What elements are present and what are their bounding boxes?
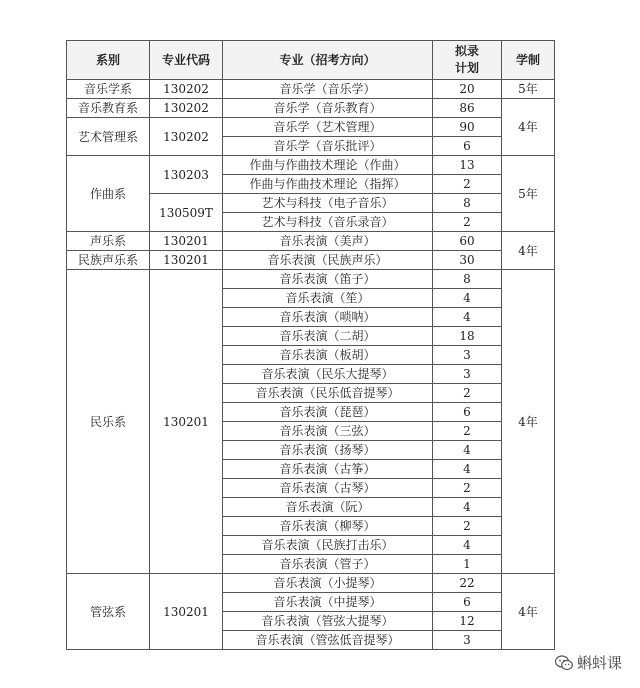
plan-cell: 4 [433, 536, 502, 555]
plan-cell: 4 [433, 289, 502, 308]
major-cell: 音乐表演（笙） [223, 289, 433, 308]
dept-cell: 作曲系 [67, 156, 150, 232]
plan-cell: 8 [433, 270, 502, 289]
plan-cell: 4 [433, 441, 502, 460]
years-cell: 5年 [502, 80, 555, 99]
major-cell: 音乐表演（管弦低音提琴） [223, 631, 433, 650]
major-cell: 音乐表演（管子） [223, 555, 433, 574]
table-row [67, 251, 555, 270]
plan-cell: 2 [433, 384, 502, 403]
dept-cell: 音乐学系 [67, 80, 150, 99]
plan-cell: 60 [433, 232, 502, 251]
years-cell: 4年 [502, 232, 555, 270]
header-code: 专业代码 [150, 41, 223, 80]
table-row [67, 118, 555, 137]
wechat-icon [555, 655, 573, 671]
major-cell: 音乐表演（管弦大提琴） [223, 612, 433, 631]
code-cell: 130203 [150, 156, 223, 194]
major-cell: 艺术与科技（电子音乐） [223, 194, 433, 213]
plan-cell: 30 [433, 251, 502, 270]
years-cell: 5年 [502, 156, 555, 232]
major-cell: 音乐学（音乐教育） [223, 99, 433, 118]
major-cell: 作曲与作曲技术理论（作曲） [223, 156, 433, 175]
major-cell: 音乐学（音乐学） [223, 80, 433, 99]
major-cell: 作曲与作曲技术理论（指挥） [223, 175, 433, 194]
major-cell: 音乐表演（二胡） [223, 327, 433, 346]
watermark [555, 652, 622, 673]
plan-cell: 2 [433, 175, 502, 194]
major-cell: 音乐表演（三弦） [223, 422, 433, 441]
enrollment-plan-table [66, 40, 555, 650]
major-cell: 音乐表演（民乐低音提琴） [223, 384, 433, 403]
major-cell: 音乐学（艺术管理） [223, 118, 433, 137]
dept-cell: 民族声乐系 [67, 251, 150, 270]
major-cell: 音乐表演（民族声乐） [223, 251, 433, 270]
plan-cell: 3 [433, 631, 502, 650]
plan-cell: 2 [433, 213, 502, 232]
watermark-text: 蝌蚪课 [576, 654, 622, 672]
code-cell: 130201 [150, 574, 223, 650]
plan-cell: 6 [433, 593, 502, 612]
major-cell: 音乐表演（民乐大提琴） [223, 365, 433, 384]
dept-cell: 管弦系 [67, 574, 150, 650]
dept-cell: 民乐系 [67, 270, 150, 574]
plan-cell: 4 [433, 460, 502, 479]
plan-cell: 20 [433, 80, 502, 99]
plan-cell: 2 [433, 422, 502, 441]
table-row [67, 232, 555, 251]
table-row [67, 574, 555, 593]
major-cell: 音乐表演（唢呐） [223, 308, 433, 327]
major-cell: 音乐表演（古筝） [223, 460, 433, 479]
plan-cell: 6 [433, 403, 502, 422]
major-cell: 音乐表演（中提琴） [223, 593, 433, 612]
plan-cell: 12 [433, 612, 502, 631]
header-dept: 系别 [67, 41, 150, 80]
major-cell: 音乐表演（扬琴） [223, 441, 433, 460]
dept-cell: 艺术管理系 [67, 118, 150, 156]
major-cell: 音乐表演（古琴） [223, 479, 433, 498]
plan-cell: 2 [433, 479, 502, 498]
plan-cell: 18 [433, 327, 502, 346]
dept-cell: 声乐系 [67, 232, 150, 251]
table-header-row [67, 41, 555, 80]
plan-cell: 22 [433, 574, 502, 593]
major-cell: 音乐表演（美声） [223, 232, 433, 251]
header-major: 专业（招考方向） [223, 41, 433, 80]
table-row [67, 156, 555, 175]
major-cell: 音乐表演（阮） [223, 498, 433, 517]
plan-cell: 90 [433, 118, 502, 137]
code-cell: 130202 [150, 118, 223, 156]
years-cell: 4年 [502, 99, 555, 156]
plan-cell: 3 [433, 365, 502, 384]
dept-cell: 音乐教育系 [67, 99, 150, 118]
table-row [67, 99, 555, 118]
plan-cell: 8 [433, 194, 502, 213]
code-cell: 130202 [150, 80, 223, 99]
major-cell: 音乐学（音乐批评） [223, 137, 433, 156]
years-cell: 4年 [502, 270, 555, 574]
code-cell: 130509T [150, 194, 223, 232]
plan-cell: 13 [433, 156, 502, 175]
table-row [67, 270, 555, 289]
code-cell: 130201 [150, 232, 223, 251]
code-cell: 130201 [150, 270, 223, 574]
major-cell: 音乐表演（笛子） [223, 270, 433, 289]
major-cell: 音乐表演（小提琴） [223, 574, 433, 593]
plan-cell: 3 [433, 346, 502, 365]
plan-cell: 4 [433, 498, 502, 517]
major-cell: 音乐表演（琵琶） [223, 403, 433, 422]
plan-cell: 2 [433, 517, 502, 536]
header-years: 学制 [502, 41, 555, 80]
years-cell: 4年 [502, 574, 555, 650]
major-cell: 音乐表演（板胡） [223, 346, 433, 365]
plan-cell: 1 [433, 555, 502, 574]
major-cell: 艺术与科技（音乐录音） [223, 213, 433, 232]
major-cell: 音乐表演（民族打击乐） [223, 536, 433, 555]
major-cell: 音乐表演（柳琴） [223, 517, 433, 536]
plan-cell: 4 [433, 308, 502, 327]
code-cell: 130202 [150, 99, 223, 118]
code-cell: 130201 [150, 251, 223, 270]
plan-cell: 6 [433, 137, 502, 156]
header-plan: 拟录 计划 [433, 41, 502, 80]
table-row [67, 80, 555, 99]
plan-cell: 86 [433, 99, 502, 118]
